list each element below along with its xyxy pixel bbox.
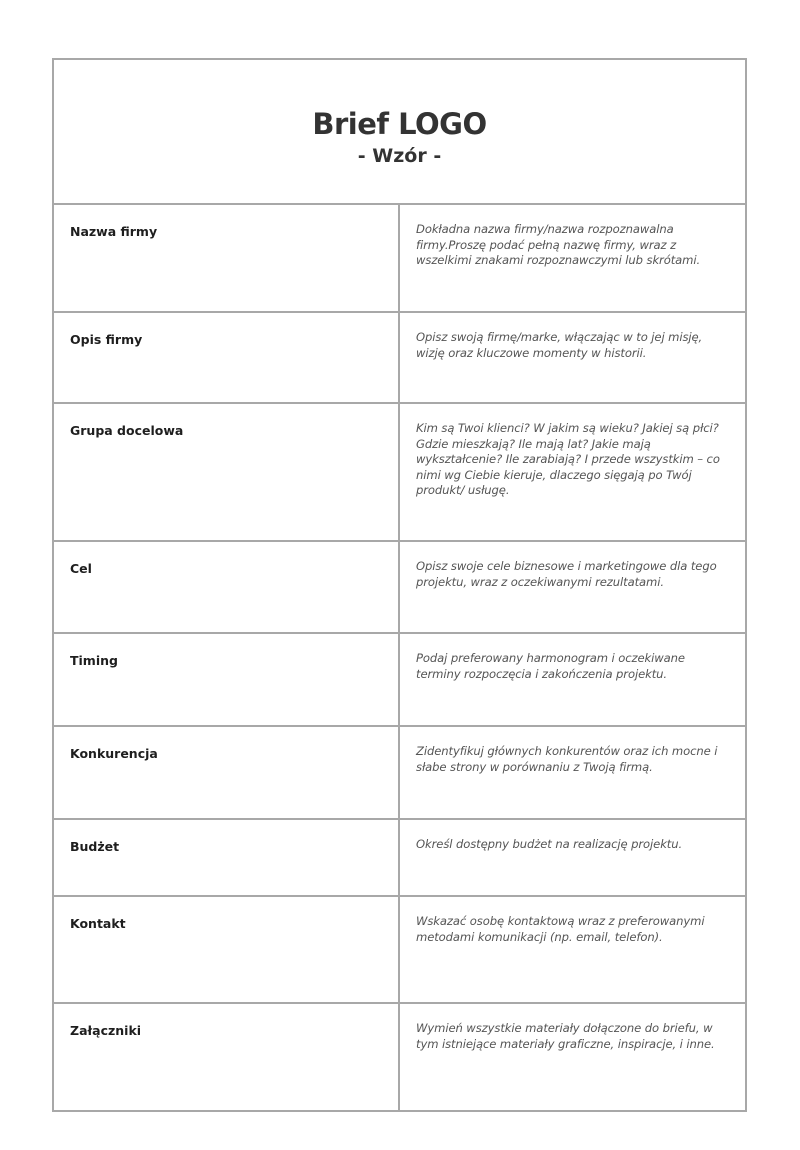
field-description: Wskazać osobę kontaktową wraz z preferowanymi metodami komunikacji (np. email, telefon). <box>416 914 705 944</box>
field-description: Dokładna nazwa firmy/nazwa rozpoznawalna firmy.Proszę podać pełną nazwę firmy, wraz z wszelkimi znakami rozpoznawczymi lub skrótami. <box>416 222 701 267</box>
field-description: Kim są Twoi klienci? W jakim są wieku? Jakiej są płci? Gdzie mieszkają? Ile mają lat? Jakie mają wykształcenie? Ile zarabiają? I przede wszystkim – co nimi wg Ciebie kieruje, dlaczego sięgają po Twój produkt/ usługę. <box>416 421 720 497</box>
field-label: Nazwa firmy <box>54 205 400 311</box>
field-description: Opisz swoją firmę/marke, włączając w to jej misję, wizję oraz kluczowe momenty w historii. <box>416 330 703 360</box>
field-label: Kontakt <box>54 897 400 1002</box>
field-description: Zidentyfikuj głównych konkurentów oraz ich mocne i słabe strony w porównaniu z Twoją firmą. <box>416 744 718 774</box>
field-label: Konkurencja <box>54 727 400 818</box>
field-description: Określ dostępny budżet na realizację projektu. <box>416 837 683 851</box>
document-title: Brief LOGO <box>312 107 487 141</box>
row-grupa-docelowa <box>54 404 745 542</box>
row-opis-firmy <box>54 313 745 404</box>
field-label: Opis firmy <box>54 313 400 402</box>
field-description: Opisz swoje cele biznesowe i marketingowe dla tego projektu, wraz z oczekiwanymi rezultatami. <box>416 559 717 589</box>
row-timing <box>54 634 745 727</box>
row-zalaczniki <box>54 1004 745 1110</box>
field-label: Grupa docelowa <box>54 404 400 540</box>
field-label: Budżet <box>54 820 400 895</box>
brief-form <box>52 58 747 1112</box>
row-cel <box>54 542 745 634</box>
document-subtitle: - Wzór - <box>357 145 442 167</box>
row-konkurencja <box>54 727 745 820</box>
row-budzet <box>54 820 745 897</box>
row-kontakt <box>54 897 745 1004</box>
field-description: Wymień wszystkie materiały dołączone do briefu, w tym istniejące materiały graficzne, inspiracje, i inne. <box>416 1021 715 1051</box>
field-label: Cel <box>54 542 400 632</box>
row-nazwa-firmy <box>54 205 745 313</box>
field-description: Podaj preferowany harmonogram i oczekiwane terminy rozpoczęcia i zakończenia projektu. <box>416 651 685 681</box>
field-label: Timing <box>54 634 400 725</box>
field-label: Załączniki <box>54 1004 400 1110</box>
brief-header <box>54 60 745 205</box>
